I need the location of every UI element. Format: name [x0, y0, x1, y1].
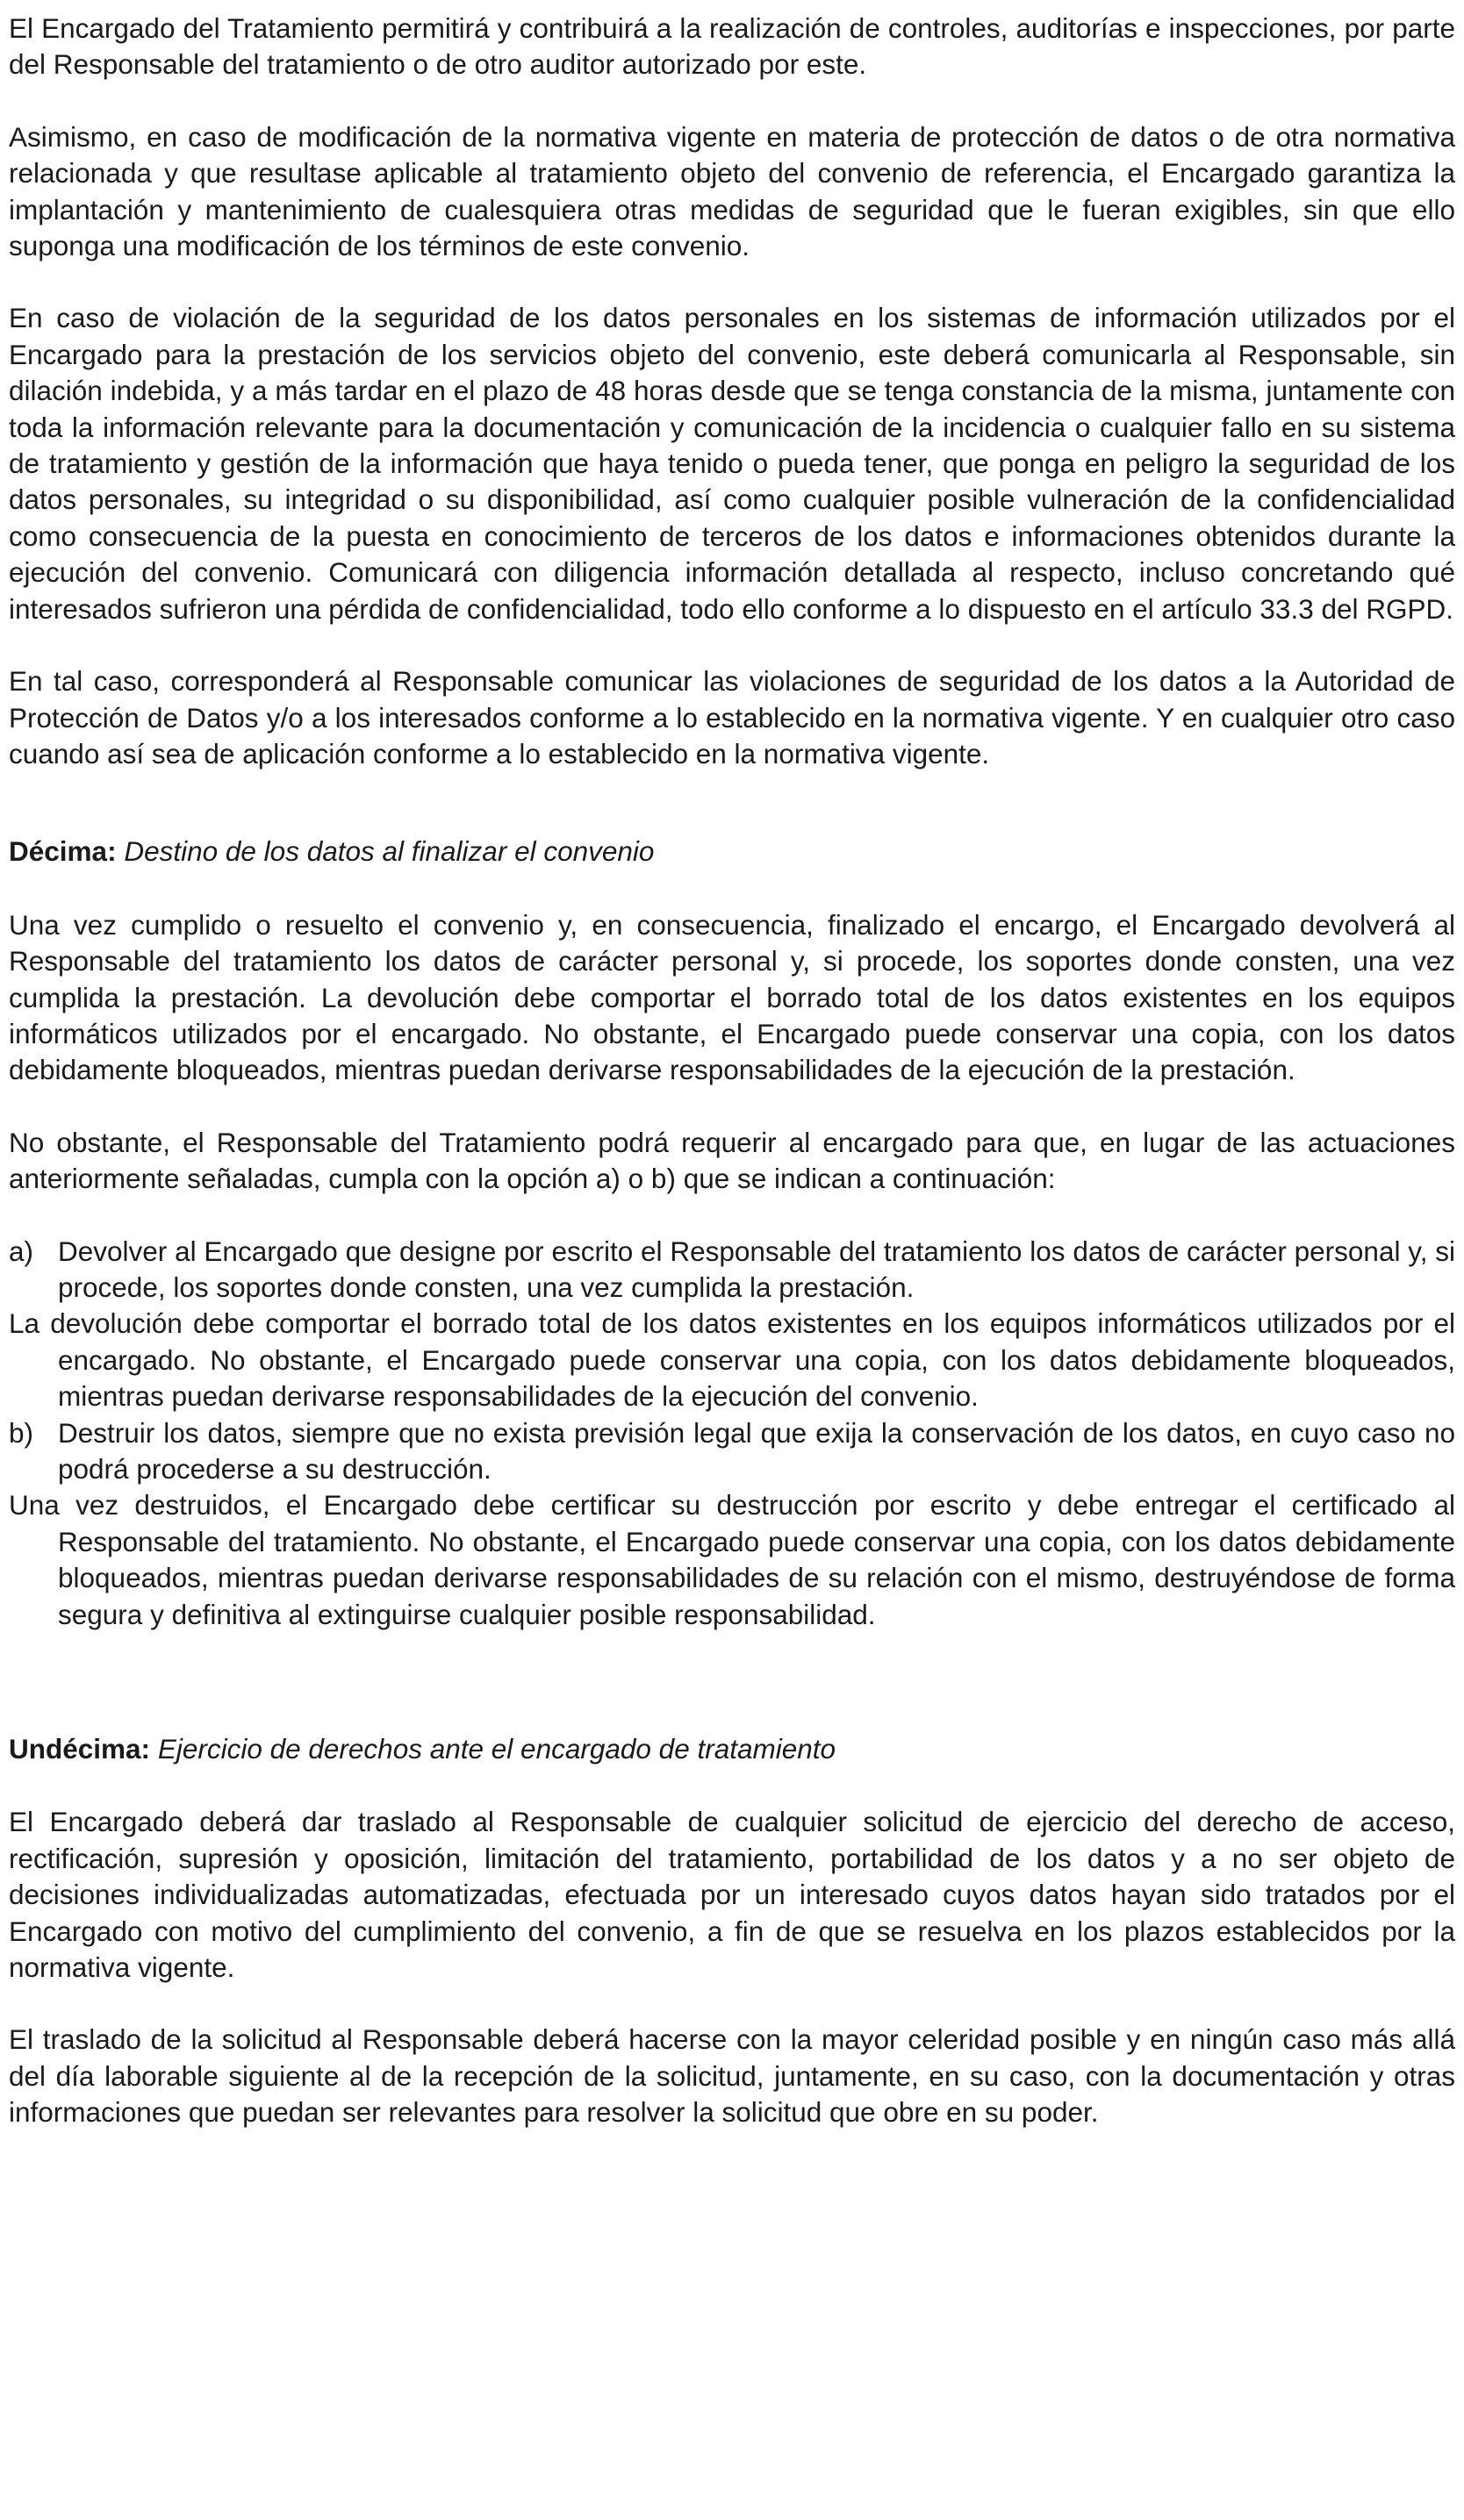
paragraph-options-intro: No obstante, el Responsable del Tratamiento podrá requerir al encargado para que, en lugar de las actuaciones anteriormente señaladas, cumpla con la opción a) o b) que se indican a continuación:: [9, 1126, 1455, 1195]
list-item-a: [9, 1234, 1455, 1307]
paragraph-security-breach: En caso de violación de la seguridad de los datos personales en los sistemas de información utilizados por el Encargado para la prestación de los servicios objeto del convenio, este deberá comunicarla al Responsable, sin dilación indebida, y a más tardar en el plazo de 48 horas desde que se tenga constancia de la misma, juntamente con toda la información relevante para la documentación y comunicación de la incidencia o cualquier fallo en su sistema de tratamiento y gestión de la información que haya tenido o pueda tener, que ponga en peligro la seguridad de los datos personales, su integridad o su disponibilidad, así como cualquier posible vulneración de la confidencialidad como consecuencia de la puesta en conocimiento de terceros de los datos e informaciones obtenidos durante la ejecución del convenio. Comunicará con diligencia información detallada al respecto, incluso concretando qué interesados sufrieron una pérdida de confidencialidad, todo ello conforme a lo dispuesto en el artículo 33.3 del RGPD.: [9, 302, 1455, 625]
paragraph-breach-notification: En tal caso, corresponderá al Responsable comunicar las violaciones de seguridad de los datos a la Autoridad de Protección de Datos y/o a los interesados conforme a lo establecido en la normativa vigente. Y en cualquier otro caso cuando así sea de aplicación conforme a lo establecido en la normativa vigente.: [9, 665, 1455, 770]
section-label: Décima:: [9, 835, 117, 868]
list-item-a-text: Devolver al Encargado que designe por escrito el Responsable del tratamiento los datos de carácter personal y, si procede, los soportes donde consten, una vez cumplida la prestación.: [58, 1235, 1455, 1303]
section-title: Ejercicio de derechos ante el encargado de tratamiento: [157, 1733, 836, 1765]
list-marker-a: a): [9, 1235, 34, 1267]
list-item-b: [9, 1415, 1455, 1488]
section-heading-undecima: [9, 1731, 1455, 1767]
section-label: Undécima:: [9, 1733, 151, 1765]
paragraph-regulation-changes: Asimismo, en caso de modificación de la normativa vigente en materia de protección de datos o de otra normativa relacionada y que resultase aplicable al tratamiento objeto del convenio de referencia, el Encargado garantiza la implantación y mantenimiento de cualesquiera otras medidas de seguridad que le fueran exigibles, sin que ello suponga una modificación de los términos de este convenio.: [9, 120, 1455, 262]
options-list: [9, 1234, 1455, 1633]
paragraph-request-transfer: El traslado de la solicitud al Responsable deberá hacerse con la mayor celeridad posible y en ningún caso más allá del día laborable siguiente al de la recepción de la solicitud, juntamente, en su caso, con la documentación y otras informaciones que puedan ser relevantes para resolver la solicitud que obre en su poder.: [9, 2023, 1455, 2129]
section-heading-decima: [9, 834, 1455, 870]
list-marker-b: b): [9, 1416, 34, 1449]
list-item-b-continuation: Una vez destruidos, el Encargado debe certificar su destrucción por escrito y debe entregar el certificado al Responsable del tratamiento. No obstante, el Encargado puede conservar una copia, con los datos debidamente bloqueados, mientras puedan derivarse responsabilidades de su relación con el mismo, destruyéndose de forma segura y definitiva al extinguirse cualquier posible responsabilidad.: [9, 1489, 1455, 1630]
paragraph-audit-controls: El Encargado del Tratamiento permitirá y contribuirá a la realización de controles, auditorías e inspecciones, por parte del Responsable del tratamiento o de otro auditor autorizado por este.: [9, 12, 1455, 81]
list-item-b-text: Destruir los datos, siempre que no exista previsión legal que exija la conservación de los datos, en cuyo caso no podrá procederse a su destrucción.: [58, 1416, 1455, 1485]
paragraph-rights-request: El Encargado deberá dar traslado al Responsable de cualquier solicitud de ejercicio del derecho de acceso, rectificación, supresión y oposición, limitación del tratamiento, portabilidad de los datos y a no ser objeto de decisiones individualizadas automatizadas, efectuada por un interesado cuyos datos hayan sido tratados por el Encargado con motivo del cumplimiento del convenio, a fin de que se resuelva en los plazos establecidos por la normativa vigente.: [9, 1806, 1455, 1984]
document-page: [9, 11, 1455, 2131]
section-title: Destino de los datos al finalizar el convenio: [124, 835, 655, 868]
list-item-a-continuation: La devolución debe comportar el borrado total de los datos existentes en los equipos informáticos utilizados por el encargado. No obstante, el Encargado puede conservar una copia, con los datos debidamente bloqueados, mientras puedan derivarse responsabilidades de la ejecución del convenio.: [9, 1307, 1455, 1413]
paragraph-data-return: Una vez cumplido o resuelto el convenio y, en consecuencia, finalizado el encargo, el Encargado devolverá al Responsable del tratamiento los datos de carácter personal y, si procede, los soportes donde consten, una vez cumplida la prestación. La devolución debe comportar el borrado total de los datos existentes en los equipos informáticos utilizados por el encargado. No obstante, el Encargado puede conservar una copia, con los datos debidamente bloqueados, mientras puedan derivarse responsabilidades de la ejecución de la prestación.: [9, 908, 1455, 1086]
